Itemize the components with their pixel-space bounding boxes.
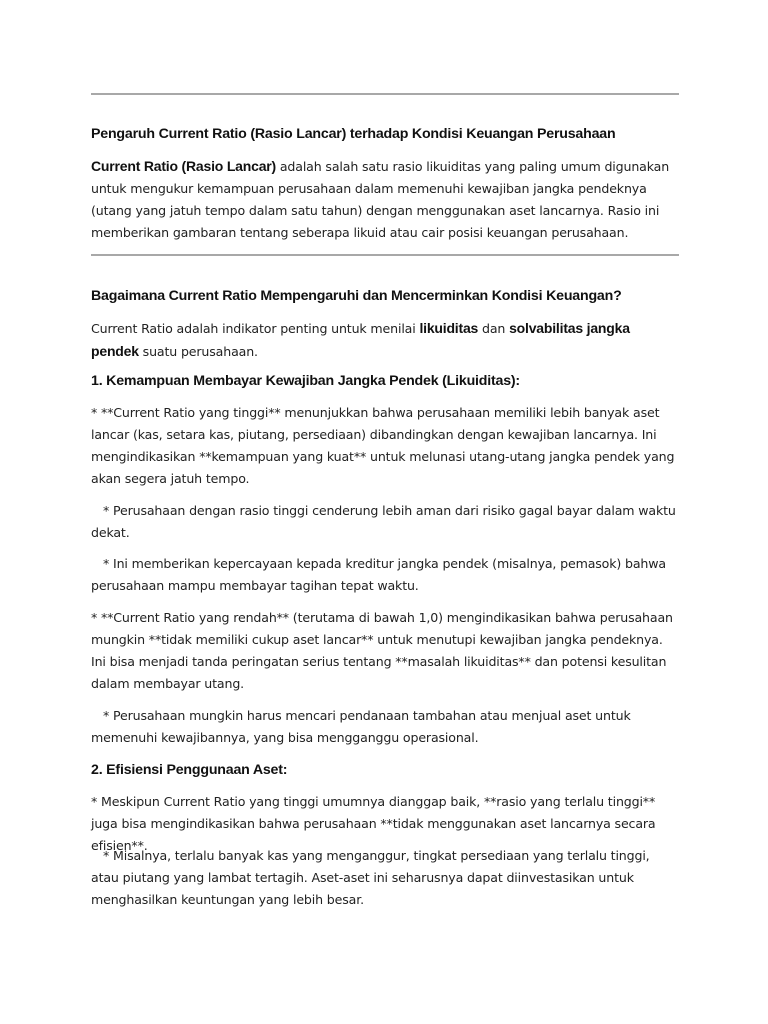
section-1-intro [91, 155, 681, 244]
subsection-1-paragraph-1: * **Current Ratio yang tinggi** menunjukkan bahwa perusahaan memiliki lebih banyak aset lancar (kas, setara kas, piutang, persediaan) dibandingkan dengan kewajiban lancarnya. Ini mengindikasikan **kemampuan yang kuat** untuk melunasi utang-utang jangka pendek yang akan segera jatuh tempo. [91, 405, 675, 486]
subsection-2-p2-block [91, 845, 681, 911]
section-2-lead-paragraph [91, 317, 681, 363]
subsection-1 [91, 371, 681, 391]
lead-text-e: suatu perusahaan. [138, 344, 258, 359]
subsection-1-paragraph-2: * Perusahaan dengan rasio tinggi cenderung lebih aman dari risiko gagal bayar dalam waktu dekat. [91, 503, 676, 540]
intro-text: adalah salah satu rasio likuiditas yang paling umum digunakan untuk mengukur kemampuan perusahaan dalam memenuhi kewajiban jangka pendeknya (utang yang jatuh tempo dalam satu tahun) dengan menggunakan aset lancarnya. Rasio ini memberikan gambaran tentang seberapa likuid atau cair posisi keuangan perusahaan. [91, 159, 670, 240]
subsection-2-title: 2. Efisiensi Penggunaan Aset: [91, 762, 288, 778]
section-2-title: Bagaimana Current Ratio Mempengaruhi dan Mencerminkan Kondisi Keuangan? [91, 288, 622, 304]
subsection-1-p3-block [91, 553, 681, 597]
intro-term: Current Ratio (Rasio Lancar) [91, 158, 276, 174]
subsection-2-paragraph-2: * Misalnya, terlalu banyak kas yang menganggur, tingkat persediaan yang terlalu tinggi, atau piutang yang lambat tertagih. Aset-aset ini seharusnya dapat diinvestasikan untuk menghasilkan keuntungan yang lebih besar. [91, 848, 650, 907]
subsection-1-paragraph-5: * Perusahaan mungkin harus mencari pendanaan tambahan atau menjual aset untuk memenuhi kewajibannya, yang bisa mengganggu operasional. [91, 708, 631, 745]
lead-term-solvency: solvabilitas jangka pendek [91, 320, 630, 359]
subsection-2-paragraph-1: * Meskipun Current Ratio yang tinggi umumnya dianggap baik, **rasio yang terlalu tinggi** juga bisa mengindikasikan bahwa perusahaan **tidak menggunakan aset lancarnya secara efisien**. [91, 794, 656, 853]
section-1 [91, 124, 681, 144]
subsection-2 [91, 760, 681, 780]
section-1-title: Pengaruh Current Ratio (Rasio Lancar) terhadap Kondisi Keuangan Perusahaan [91, 126, 616, 142]
subsection-1-p1-block [91, 402, 681, 490]
subsection-1-p4-block [91, 607, 681, 695]
lead-text-a: Current Ratio adalah indikator penting untuk menilai [91, 321, 420, 336]
section-1-intro-paragraph [91, 155, 681, 244]
lead-term-liquidity: likuiditas [419, 320, 479, 336]
subsection-1-title: 1. Kemampuan Membayar Kewajiban Jangka Pendek (Likuiditas): [91, 373, 520, 389]
lead-text-c: dan [478, 321, 510, 336]
subsection-1-paragraph-3: * Ini memberikan kepercayaan kepada kreditur jangka pendek (misalnya, pemasok) bahwa perusahaan mampu membayar tagihan tepat waktu. [91, 556, 666, 593]
section-2-lead [91, 317, 681, 363]
section-2 [91, 286, 681, 306]
middle-divider [91, 254, 679, 256]
subsection-1-p2-block [91, 500, 681, 544]
subsection-1-paragraph-4: * **Current Ratio yang rendah** (terutama di bawah 1,0) mengindikasikan bahwa perusahaan mungkin **tidak memiliki cukup aset lancar** untuk menutupi kewajiban jangka pendeknya. Ini bisa menjadi tanda peringatan serius tentang **masalah likuiditas** dan potensi kesulitan dalam membayar utang. [91, 610, 673, 691]
subsection-1-p5-block [91, 705, 681, 749]
top-divider [91, 93, 679, 95]
